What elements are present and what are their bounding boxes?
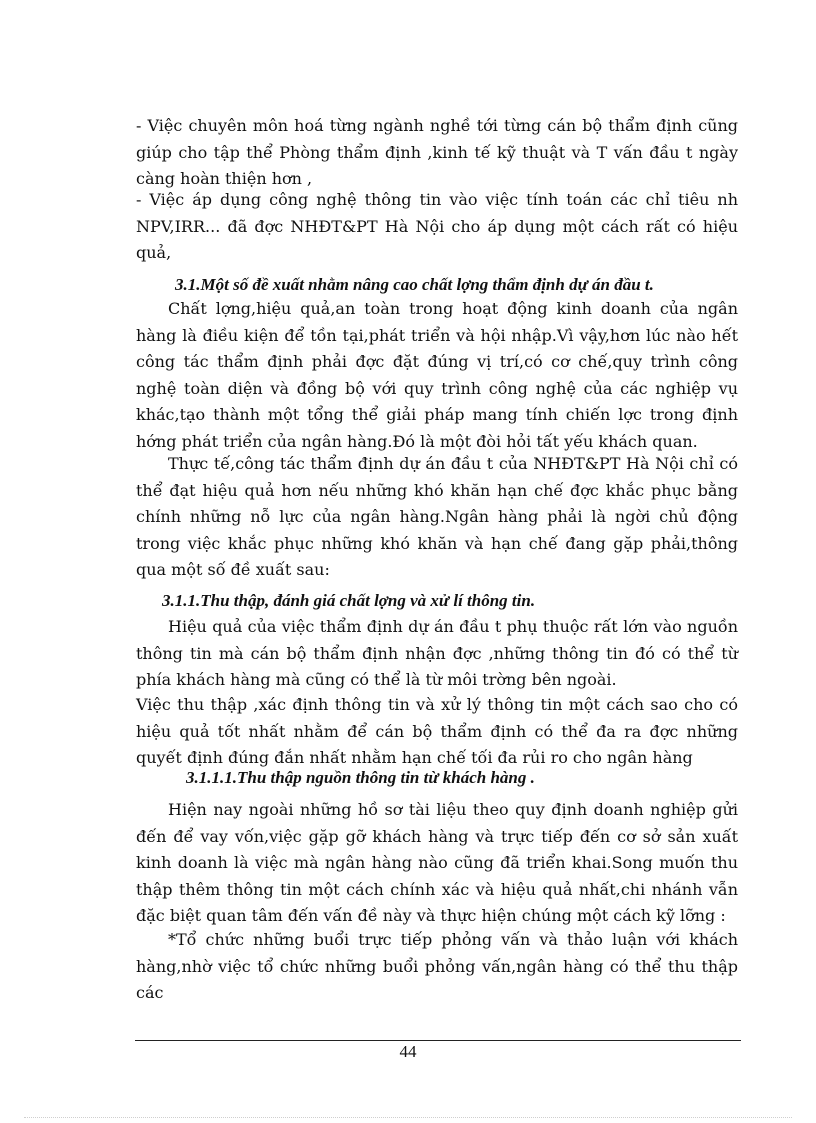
heading-section-3-1-1-1: 3.1.1.1.Thu thập nguồn thông tin từ khách hàng . [186,768,535,787]
paragraph-reality: Thực tế,công tác thẩm định dự án đầu t của NHĐT&PT Hà Nội chỉ có thể đạt hiệu quả hơn nếu những khó khăn hạn chế đợc khắc phục bằng chính những nỗ lực của ngân hàng.Ngân hàng phải là ngời chủ động trong việc khắc phục những khó khăn và hạn chế đang gặp phải,thông qua một số đề xuất sau: [136,454,738,579]
paragraph-quality-safety: Chất lợng,hiệu quả,an toàn trong hoạt động kinh doanh của ngân hàng là điều kiện để tồn tại,phát triển và hội nhập.Vì vậy,hơn lúc nào hết công tác thẩm định phải đợc đặt đúng vị trí,có cơ chế,quy trình công nghệ toàn diện và đồng bộ với quy trình công nghệ của các nghiệp vụ khác,tạo thành một tổng thể giải pháp mang tính chiến lợc trong định hớng phát triển của ngân hàng.Đó là một đòi hỏi tất yếu khách quan. [136,299,738,451]
paragraph-information-effectiveness: Hiệu quả của việc thẩm định dự án đầu t phụ thuộc rất lớn vào nguồn thông tin mà cán bộ thẩm định nhận đợc ,những thông tin đó có thể từ phía khách hàng mà cũng có thể là từ môi trờng bên ngoài. [136,617,738,689]
page-bottom-dotted-border [24,1117,792,1118]
paragraph-specialization: - Việc chuyên môn hoá từng ngành nghề tới từng cán bộ thẩm định cũng giúp cho tập thể Phòng thẩm định ,kinh tế kỹ thuật và T vấn đầu t ngày càng hoàn thiện hơn , [136,116,738,188]
paragraph-information-collection: Việc thu thập ,xác định thông tin và xử lý thông tin một cách sao cho có hiệu quả tốt nhất nhằm để cán bộ thẩm định có thể đa ra đợc những quyết định đúng đắn nhất nhằm hạn chế tối đa rủi ro cho ngân hàng [136,695,738,767]
page-number: 44 [399,1042,417,1061]
footer-divider [135,1040,741,1041]
paragraph-interviews: *Tổ chức những buổi trực tiếp phỏng vấn và thảo luận với khách hàng,nhờ việc tổ chức những buổi phỏng vấn,ngân hàng có thể thu thập các [136,930,738,1002]
paragraph-it-application: - Việc áp dụng công nghệ thông tin vào việc tính toán các chỉ tiêu nh NPV,IRR... đã đợc NHĐT&PT Hà Nội cho áp dụng một cách rất có hiệu quả, [136,190,738,262]
paragraph-current-practice: Hiện nay ngoài những hồ sơ tài liệu theo quy định doanh nghiệp gửi đến để vay vốn,việc gặp gỡ khách hàng và trực tiếp đến cơ sở sản xuất kinh doanh là việc mà ngân hàng nào cũng đã triển khai.Song muốn thu thập thêm thông tin một cách chính xác và hiệu quả nhất,chi nhánh vẫn đặc biệt quan tâm đến vấn đề này và thực hiện chúng một cách kỹ lỡng : [136,800,738,925]
heading-section-3-1-1: 3.1.1.Thu thập, đánh giá chất lợng và xử lí thông tin. [162,591,536,610]
heading-section-3-1: 3.1.Một số đề xuất nhằm nâng cao chất lợng thẩm định dự án đầu t. [175,275,654,294]
